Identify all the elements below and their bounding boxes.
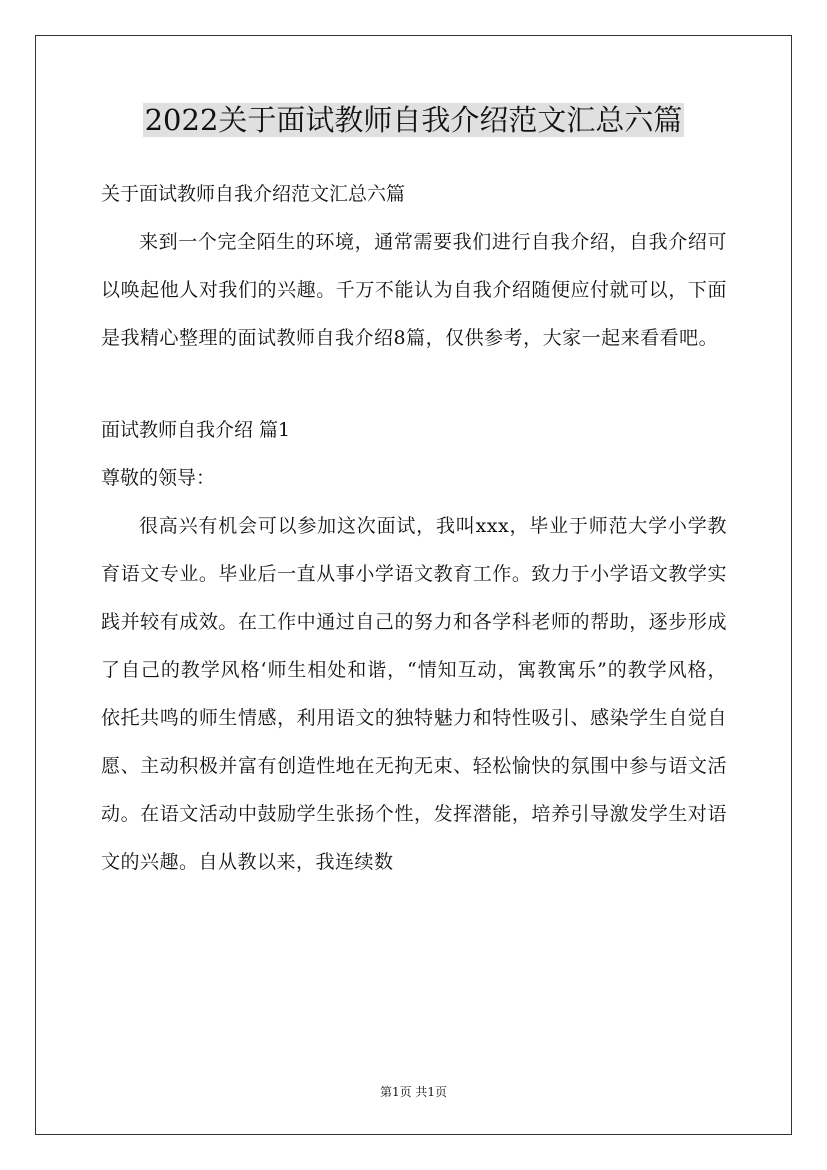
page-footer: 第1页 共1页 <box>379 1085 448 1099</box>
paragraph-gap <box>101 362 727 406</box>
document-title <box>0 98 827 142</box>
body-paragraph: 很高兴有机会可以参加这次面试，我叫xxx，毕业于师范大学小学教育语文专业。毕业后一直从事小学语文教育工作。致力于小学语文教学实践并较有成效。在工作中通过自己的努力和各学科老师的帮助，逐步形成了自己的教学风格‘师生相处和谐，“情知互动，寓教寓乐”的教学风格，依托共鸣的师生情感，利用语文的独特魅力和特性吸引、感染学生自觉自愿、主动积极并富有创造性地在无拘无束、轻松愉快的氛围中参与语文活动。在语文活动中鼓励学生张扬个性，发挥潜能，培养引导激发学生对语文的兴趣。自从教以来，我连续数 <box>101 515 727 873</box>
intro-paragraph: 来到一个完全陌生的环境，通常需要我们进行自我介绍，自我介绍可以唤起他人对我们的兴趣。千万不能认为自我介绍随便应付就可以，下面是我精心整理的面试教师自我介绍8篇，仅供参考，大家一起来看看吧。 <box>101 231 727 349</box>
document-body <box>101 170 727 886</box>
salutation: 尊敬的领导： <box>101 467 216 489</box>
section-heading: 面试教师自我介绍 篇1 <box>101 419 291 441</box>
document-title-text: 2022关于面试教师自我介绍范文汇总六篇 <box>144 103 683 137</box>
subtitle: 关于面试教师自我介绍范文汇总六篇 <box>101 183 406 205</box>
